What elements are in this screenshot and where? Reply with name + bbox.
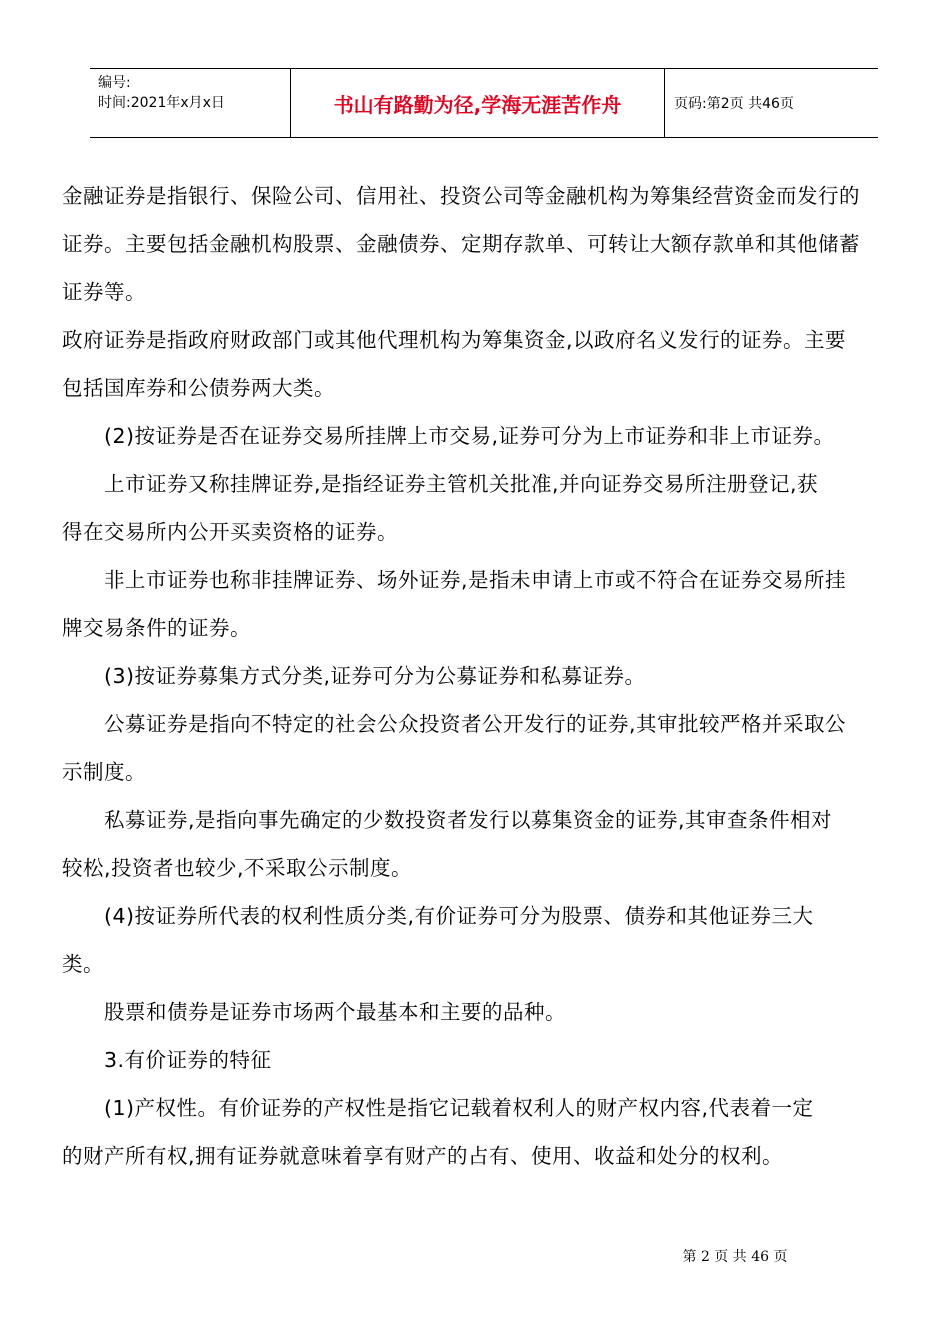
paragraph-line: (1)产权性。有价证券的产权性是指它记载着权利人的财产权内容,代表着一定 bbox=[104, 1096, 814, 1120]
page-footer: 第 2 页 共 46 页 bbox=[682, 1249, 788, 1265]
header-page-info: 页码:第2页 共46页 bbox=[674, 96, 794, 112]
paragraph-line: 类。 bbox=[62, 952, 104, 976]
paragraph-line: 金融证券是指银行、保险公司、信用社、投资公司等金融机构为筹集经营资金而发行的 bbox=[62, 184, 860, 208]
paragraph-line: 的财产所有权,拥有证券就意味着享有财产的占有、使用、收益和处分的权利。 bbox=[62, 1144, 784, 1168]
paragraph-line: (2)按证券是否在证券交易所挂牌上市交易,证券可分为上市证券和非上市证券。 bbox=[104, 424, 835, 448]
paragraph-line: 得在交易所内公开买卖资格的证券。 bbox=[62, 520, 398, 544]
paragraph-line: 私募证券,是指向事先确定的少数投资者发行以募集资金的证券,其审查条件相对 bbox=[104, 808, 833, 832]
paragraph-line: 政府证券是指政府财政部门或其他代理机构为筹集资金,以政府名义发行的证券。主要 bbox=[62, 328, 847, 352]
paragraph-line: (3)按证券募集方式分类,证券可分为公募证券和私募证券。 bbox=[104, 664, 646, 688]
paragraph-line: 牌交易条件的证券。 bbox=[62, 616, 251, 640]
time-label: 时间:2021年x月x日 bbox=[98, 95, 225, 111]
paragraph-line: 3.有价证券的特征 bbox=[104, 1048, 272, 1072]
paragraph-line: 较松,投资者也较少,不采取公示制度。 bbox=[62, 856, 413, 880]
header-divider bbox=[664, 69, 665, 137]
paragraph-line: 股票和债券是证券市场两个最基本和主要的品种。 bbox=[104, 1000, 566, 1024]
header-meta bbox=[98, 73, 225, 113]
paragraph-line: 证券。主要包括金融机构股票、金融债券、定期存款单、可转让大额存款单和其他储蓄 bbox=[62, 232, 860, 256]
paragraph-line: 公募证券是指向不特定的社会公众投资者公开发行的证券,其审批较严格并采取公 bbox=[104, 712, 847, 736]
page-header bbox=[90, 68, 878, 138]
number-label: 编号: bbox=[98, 75, 131, 91]
paragraph-line: 非上市证券也称非挂牌证券、场外证券,是指未申请上市或不符合在证券交易所挂 bbox=[104, 568, 847, 592]
header-motto: 书山有路勤为径,学海无涯苦作舟 bbox=[333, 92, 622, 117]
paragraph-line: (4)按证券所代表的权利性质分类,有价证券可分为股票、债券和其他证券三大 bbox=[104, 904, 814, 928]
paragraph-line: 示制度。 bbox=[62, 760, 146, 784]
document-body bbox=[62, 172, 910, 1180]
paragraph-line: 包括国库券和公债券两大类。 bbox=[62, 376, 335, 400]
paragraph-line: 上市证券又称挂牌证券,是指经证券主管机关批准,并向证券交易所注册登记,获 bbox=[104, 472, 819, 496]
paragraph-line: 证券等。 bbox=[62, 280, 146, 304]
